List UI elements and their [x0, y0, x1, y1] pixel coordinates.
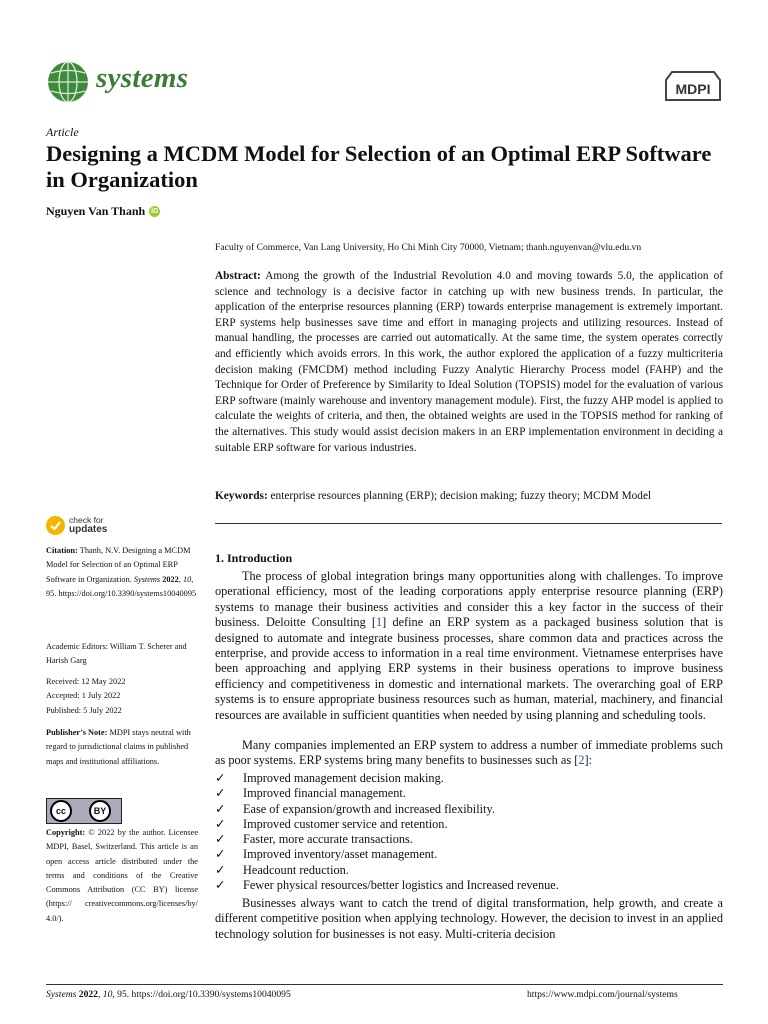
footer-volume: 10 [102, 989, 113, 1000]
list-item-text: Improved inventory/asset management. [243, 847, 438, 862]
list-item [215, 878, 723, 893]
checkmark-icon: ✓ [215, 801, 226, 816]
list-item [215, 802, 723, 817]
paragraph-2 [215, 738, 723, 769]
mdpi-logo-icon [664, 70, 722, 102]
paragraph-2-text-b: ]: [584, 753, 592, 768]
accepted-date: Accepted: 1 July 2022 [46, 691, 121, 701]
section-heading: 1. Introduction [215, 551, 293, 565]
cc-icon: cc [50, 800, 72, 822]
list-item-text: Faster, more accurate transactions. [243, 832, 413, 847]
footer-citation: Systems 2022, 10, 95. https://doi.org/10.3390/systems10040095 [46, 989, 291, 1000]
list-item [215, 847, 723, 862]
list-item-text: Headcount reduction. [243, 862, 349, 877]
list-item [215, 863, 723, 878]
paragraph-1-text-b: ] define an ERP system as a packaged business solution that is designed to automate and integrate business processes, share common data and practices across the enterprise, and provide access to information in a real time environment. Vietnamese enterprises have been approaching and applying ERP systems in their business operations to improve business efficiency and competitiveness in domestic and international markets. The overarching goal of ERP systems is to ensure appropriate business resources such as human, material, machinery, and financial resources are available in sufficient quantities when needed by using planning and scheduling tools. [215, 615, 723, 722]
keywords-label: Keywords: [215, 490, 268, 502]
list-item [215, 817, 723, 832]
paragraph-3: Businesses always want to catch the trend of digital transformation, help growth, and create a different competitive position when applying technology. However, the decision to invest in an applied technology solution for businesses is not easy. Multi-criteria decision [215, 896, 723, 941]
check-updates-line2: updates [69, 523, 108, 535]
article-title: Designing a MCDM Model for Selection of an Optimal ERP Software in Organization [46, 141, 712, 192]
journal-name: systems [96, 62, 189, 94]
copyright-block [46, 826, 198, 926]
copyright-text: © 2022 by the author. Licensee MDPI, Basel, Switzerland. This article is an open access article distributed under the terms and conditions of the Creative Commons Attribution (CC BY) license (https:// creativecommons.org/licenses/by/ 4.0/). [46, 828, 198, 923]
citation-block: Citation: Thanh, N.V. Designing a MCDM Model for Selection of an Optimal ERP Software in Organization. Systems 2022, 10, 95. https://doi.org/10.3390/systems10040095 [46, 546, 197, 598]
checkmark-icon: ✓ [215, 878, 226, 893]
citation-doi[interactable]: , 95. https://doi.org/10.3390/systems10040095 [46, 574, 197, 598]
checkmark-icon: ✓ [215, 771, 226, 785]
list-item-text: Improved customer service and retention. [243, 816, 448, 831]
publisher-note-text: MDPI stays neutral with regard to jurisdictional claims in published maps and institutional affiliations. [46, 728, 191, 766]
checkmark-icon: ✓ [215, 832, 226, 847]
abstract-text: Among the growth of the Industrial Revolution 4.0 and moving towards 5.0, the application of science and technology is a decisive factor in catching up with new business trends. In particular, the application of the enterprise resources planning (ERP) towards enterprise management is extremely important. ERP systems help businesses save time and effort in managing projects and utilizing resources. Instead of manual handling, the processes are carried out automatically. At the same time, the system operates correctly and efficiently which avoids errors. In this work, the author explored the application of a fuzzy multicriteria decision making (FMCDM) method including Fuzzy Analytic Hierarchy Process model (FAHP) and the Technique for Order of Preference by Similarity to Ideal Solution (TOPSIS) model for the evaluation of various ERP software (mainly warehouse and inventory management module). First, the fuzzy AHP model is applied to calculate the weights of criteria, and then, the obtained weights are used in the TOPSIS method for ranking of the alternatives. This study would assist decision makers in an ERP implementation environment in deciding a suitable ERP software for various industries. [215, 270, 724, 454]
citation-volume: 10 [182, 574, 192, 584]
keywords [215, 490, 723, 502]
checkmark-icon: ✓ [215, 816, 226, 831]
citation-label: Citation: [46, 546, 78, 555]
footer-journal: Systems [46, 989, 77, 1000]
cc-by-license-badge[interactable] [46, 798, 122, 824]
list-item-text: Ease of expansion/growth and increased flexibility. [243, 801, 495, 816]
keywords-text: enterprise resources planning (ERP); decision making; fuzzy theory; MCDM Model [270, 490, 652, 502]
checkmark-icon: ✓ [215, 847, 226, 862]
citation-text: Thanh, N.V. Designing a MCDM Model for Selection of an Optimal ERP Software in Organization. [46, 546, 191, 584]
list-item [215, 786, 723, 801]
abstract-label: Abstract: [215, 270, 261, 282]
orcid-icon[interactable]: iD [151, 208, 159, 215]
reference-link-1[interactable]: 1 [376, 615, 383, 630]
divider [215, 523, 722, 524]
paragraph-2-text-a: Many companies implemented an ERP system to address a number of immediate problems such as poor systems. ERP systems bring many benefits to businesses such as [ [215, 738, 723, 768]
footer-divider [46, 984, 723, 985]
author-name[interactable]: Nguyen Van Thanh [46, 204, 146, 218]
affiliation: Faculty of Commerce, Van Lang University, Ho Chi Minh City 70000, Vietnam; thanh.nguyenvan@vlu.edu.vn [215, 242, 642, 253]
footer-journal-url[interactable]: https://www.mdpi.com/journal/systems [527, 989, 678, 1000]
checkmark-icon: ✓ [215, 862, 226, 877]
abstract [215, 269, 723, 456]
check-updates-line1: check for [69, 515, 104, 526]
academic-editors: Academic Editors: William T. Scherer and Harish Garg [46, 642, 187, 666]
citation-journal: Systems [133, 574, 161, 584]
publisher-logo-text: MDPI [675, 81, 711, 97]
footer-year: 2022 [78, 989, 98, 1000]
footer-doi[interactable]: , 95. https://doi.org/10.3390/systems10040095 [112, 989, 291, 1000]
check-for-updates-badge[interactable] [46, 516, 107, 535]
benefits-list [215, 771, 723, 893]
list-item-text: Improved financial management. [243, 786, 406, 801]
article-type: Article [46, 125, 79, 139]
author-line [46, 204, 160, 219]
paragraph-1-text-a: The process of global integration brings many opportunities along with challenges. To improve operational efficiency, most of the leading corporations apply enterprise resource planning (ERP) systems to manage their business activities and consider this a key factor in the success of their business. Deloitte Consulting [ [215, 569, 723, 630]
paragraph-1 [215, 569, 723, 723]
list-item [215, 771, 723, 786]
by-icon: BY [89, 800, 111, 822]
copyright-label: Copyright: [46, 828, 86, 837]
received-date: Received: 12 May 2022 [46, 677, 126, 686]
check-updates-icon [46, 516, 65, 535]
published-date: Published: 5 July 2022 [46, 705, 122, 715]
dates-block [46, 675, 198, 718]
list-item [215, 832, 723, 847]
list-item-text: Fewer physical resources/better logistics and Increased revenue. [243, 878, 559, 893]
publisher-note-label: Publisher’s Note: [46, 728, 108, 737]
publisher-note [46, 726, 198, 769]
reference-link-2[interactable]: 2 [578, 753, 585, 768]
citation-year: 2022 [162, 574, 179, 584]
checkmark-icon: ✓ [215, 786, 226, 801]
globe-logo-icon [46, 60, 90, 104]
list-item-text: Improved management decision making. [243, 771, 444, 785]
